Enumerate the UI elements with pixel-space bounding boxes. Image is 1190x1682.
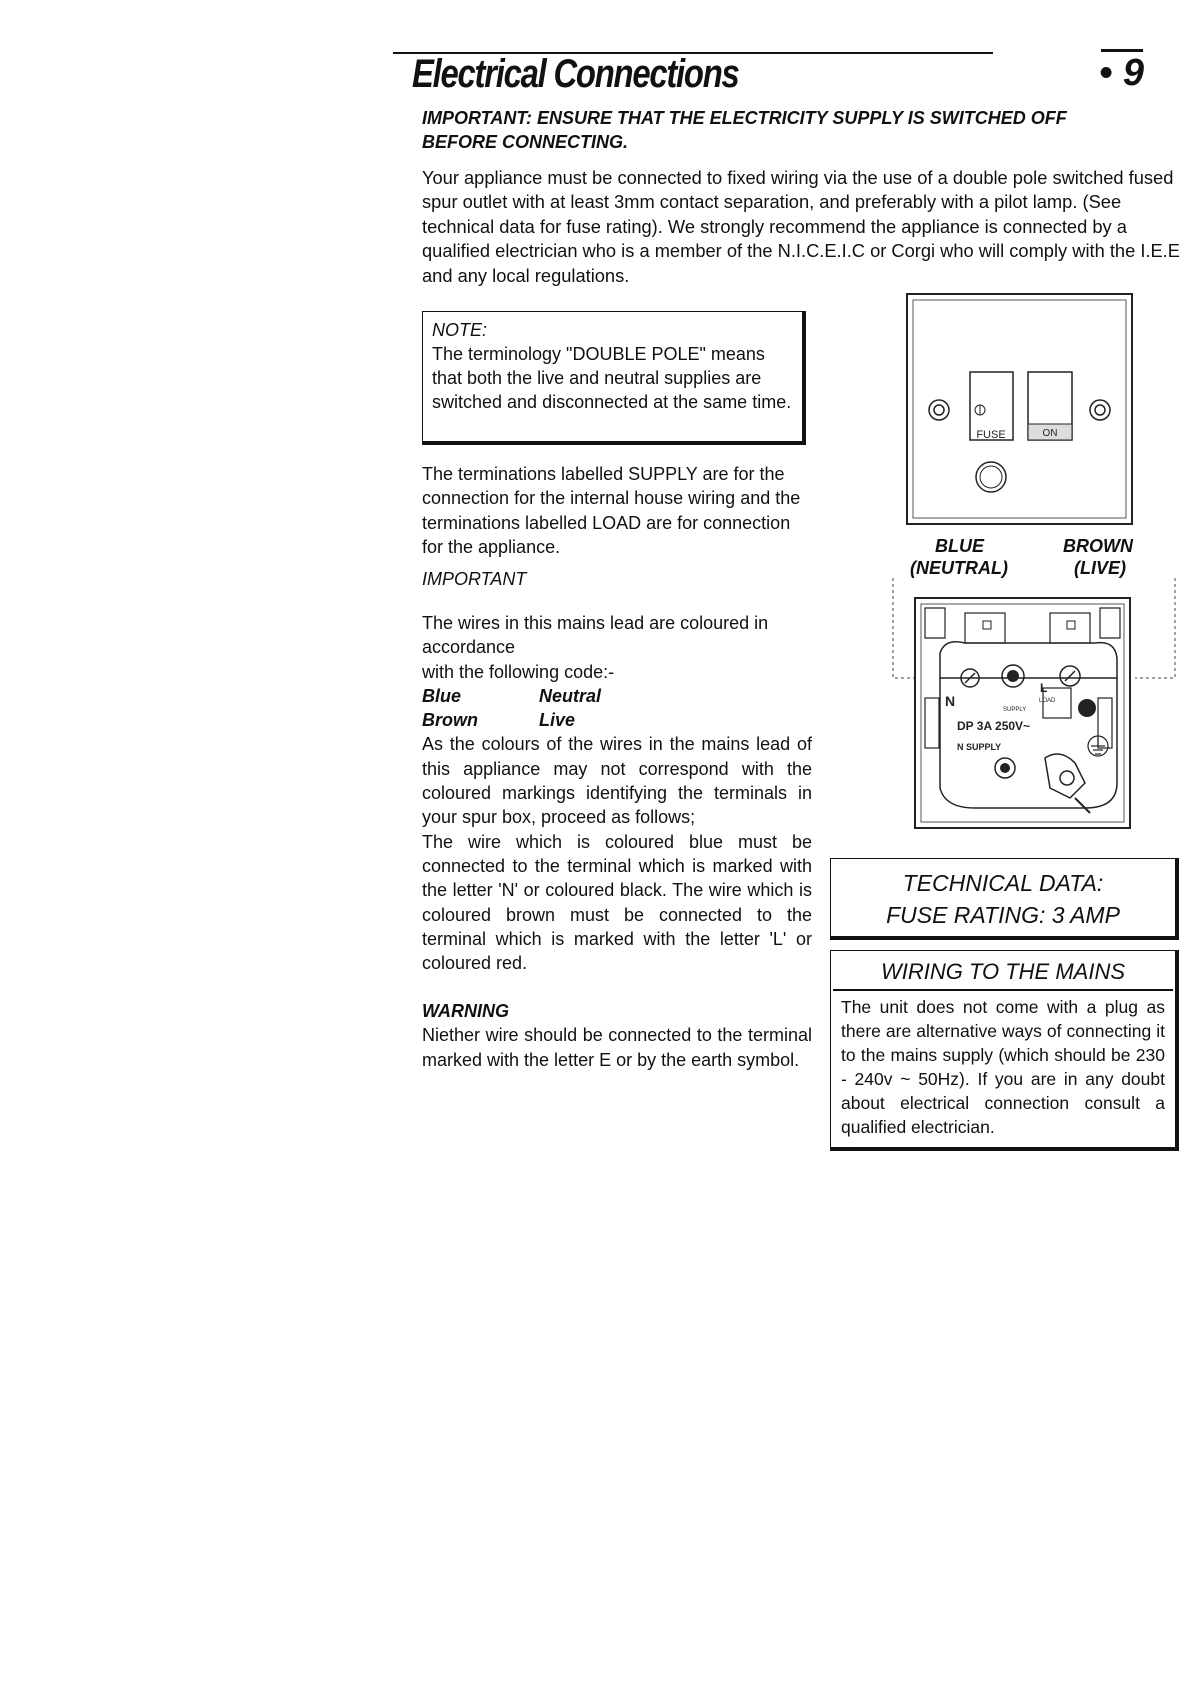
colour-code-meaning: Neutral: [539, 685, 602, 706]
switch-terminal-block: [1050, 613, 1090, 643]
fuse-label: FUSE: [976, 429, 1006, 441]
corner-lug-right: [1100, 608, 1120, 638]
note-text: The terminology "DOUBLE POLE" means that both the live and neutral supplies are switched and disconnected at the same time.: [432, 344, 792, 412]
faceplate-inner: [913, 300, 1126, 518]
blue-label: BLUE: [935, 536, 984, 556]
terminal-screw-supply-neutral-icon: [995, 758, 1015, 778]
load-small-label: LOAD: [1039, 698, 1056, 704]
live-label: (LIVE): [1074, 558, 1126, 578]
note-box: [422, 311, 806, 445]
colour-code-colour: Blue: [422, 685, 462, 706]
colours-paragraph: As the colours of the wires in the mains lead of this appliance may not correspond with the coloured markings identifying the terminals in your spur box, proceed as follows;: [422, 734, 812, 828]
terminal-n-label: N: [945, 693, 956, 709]
warning-title: WARNING: [422, 1001, 509, 1021]
intro-paragraph: Your appliance must be connected to fixed wiring via the use of a double pole switched fused spur outlet with at least 3mm contact separation, and preferably with a pilot lamp. (See technical data for fuse rating). We strongly recommend the appliance is connected by a qualified electrician who is a member of the N.I.C.E.I.C or Corgi who will comply with the I.E.E and any local regulations.: [422, 167, 1180, 286]
rating-label: DP 3A 250V~: [957, 719, 1031, 733]
neutral-lead-dotted: [893, 578, 915, 678]
technical-data-title: TECHNICAL DATA:: [902, 870, 1104, 896]
warning-text: Niether wire should be connected to the terminal marked with the letter E or by the earth symbol.: [422, 1025, 812, 1070]
pilot-lamp-icon: [976, 462, 1006, 492]
wires-intro-line-2: with the following code:-: [422, 661, 615, 682]
faceplate-outer: [907, 294, 1132, 524]
important-heading: IMPORTANT: ENSURE THAT THE ELECTRICITY SUPPLY IS SWITCHED OFF BEFORE CONNECTING.: [422, 108, 1067, 152]
on-label: ON: [1042, 428, 1058, 439]
wiring-to-mains-box: [830, 950, 1179, 1151]
page-number: • 9: [1099, 52, 1144, 94]
neutral-label: (NEUTRAL): [910, 558, 1008, 578]
colour-code-colour: Brown: [422, 710, 478, 731]
screw-left-icon: [929, 400, 949, 420]
fuse-rating-text: FUSE RATING: 3 AMP: [886, 902, 1120, 928]
colour-code-row-blue: [422, 684, 812, 708]
fuse-indicator-icon: [975, 405, 985, 415]
terminal-carrier-upper: [940, 642, 1117, 678]
technical-data-box: [830, 858, 1179, 940]
screw-right-icon: [1090, 400, 1110, 420]
page-title: Electrical Connections: [412, 52, 739, 96]
terminal-screw-supply-live-icon: [1078, 699, 1096, 717]
wiring-box-text: The unit does not come with a plug as there are alternative ways of connecting it to the mains supply (which should be 230 - 240v ~ 50Hz). If you are in any doubt about electrical connection consult a qualified electrician.: [841, 996, 1165, 1137]
corner-lug-left: [925, 608, 945, 638]
terminal-l-label: L: [1040, 681, 1048, 695]
terminal-screw-live-icon: [1060, 666, 1080, 686]
terminal-screw-centre-icon: [1002, 665, 1024, 687]
warning-section: [422, 999, 812, 1072]
brown-label: BROWN: [1063, 536, 1133, 556]
wiring-box-title: WIRING TO THE MAINS: [880, 959, 1126, 984]
side-clamp-right: [1098, 698, 1112, 748]
wire-colour-section: [422, 611, 812, 975]
side-clamp-left: [925, 698, 939, 748]
n-supply-label: N SUPPLY: [957, 742, 1002, 752]
note-title: NOTE:: [432, 320, 488, 340]
colour-code-row-brown: [422, 708, 812, 732]
fuse-contact-square: [983, 621, 991, 629]
earth-symbol-icon: [1088, 736, 1108, 756]
fuse-terminal-block: [965, 613, 1005, 643]
blue-brown-paragraph: The wire which is coloured blue must be connected to the terminal which is marked with the letter 'N' or coloured black. The wire which is coloured brown must be connected to the terminal which is marked with the letter 'L' or coloured red.: [422, 831, 812, 974]
terminations-paragraph: The terminations labelled SUPPLY are for the connection for the internal house wiring and the terminations labelled LOAD are for connection for the appliance.: [422, 464, 801, 557]
colour-code-meaning: Live: [539, 710, 576, 731]
important-label: IMPORTANT: [422, 569, 527, 589]
cable-clamp-icon: [1045, 754, 1090, 813]
switch-faceplate-diagram: [905, 292, 1135, 528]
live-lead-dotted: [1135, 578, 1175, 678]
supply-small-label: SUPPLY: [1003, 707, 1027, 713]
wires-intro-line-1: The wires in this mains lead are coloured in accordance: [422, 613, 769, 658]
terminal-wiring-diagram: [885, 568, 1185, 832]
switch-contact-square: [1067, 621, 1075, 629]
